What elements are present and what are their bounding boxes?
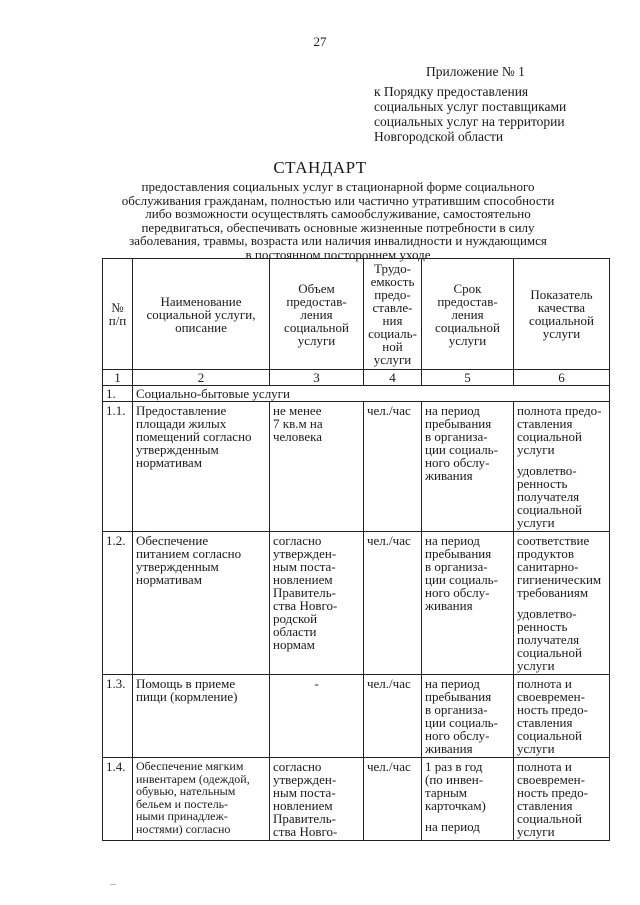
header-quality: Показатель качества социальной услуги	[514, 259, 610, 370]
table-row	[103, 758, 610, 841]
header-service-name: Наименование социальной услуги, описание	[133, 259, 270, 370]
column-number: 2	[133, 370, 270, 386]
service-quality: полнота и своевремен- ность предо- ставления социальной услуги	[514, 675, 610, 758]
column-number: 1	[103, 370, 133, 386]
header-volume: Объем предостав- ления социальной услуги	[270, 259, 364, 370]
column-number-row	[103, 370, 610, 386]
header-labor: Трудо- емкость предо- ставле- ния социаль- ной услуги	[364, 259, 422, 370]
service-term: на период пребывания в организа- ции социаль- ного обслу- живания	[422, 675, 514, 758]
table-row	[103, 532, 610, 675]
service-name: Предоставление площади жилых помещений согласно утвержденным нормативам	[133, 402, 270, 532]
service-quality: полнота и своевремен- ность предо- ставления социальной услуги	[514, 758, 610, 841]
scan-mark	[110, 884, 116, 885]
row-number: 1.1.	[103, 402, 133, 532]
quality-indicator: соответствие продуктов санитарно- гигиеническим требованиям	[517, 533, 602, 600]
service-quality	[514, 402, 610, 532]
service-name: Обеспечение мягким инвентарем (одеждой, обувью, нательным бельем и постель- ными принадлеж- ностями) согласно	[133, 758, 270, 841]
standard-table	[102, 258, 610, 841]
service-quality	[514, 532, 610, 675]
service-term: на период пребывания в организа- ции социаль- ного обслу- живания	[422, 402, 514, 532]
service-volume: -	[270, 675, 364, 758]
section-label: Социально-бытовые услуги	[133, 386, 610, 402]
service-name: Обеспечение питанием согласно утвержденным нормативам	[133, 532, 270, 675]
term-frequency: 1 раз в год (по инвен- тарным карточкам)	[425, 759, 486, 813]
service-term: на период пребывания в организа- ции социаль- ного обслу- живания	[422, 532, 514, 675]
appendix-number: Приложение № 1	[426, 64, 525, 79]
quality-indicator: полнота предо- ставления социальной услуги	[517, 403, 602, 457]
service-term	[422, 758, 514, 841]
column-number: 3	[270, 370, 364, 386]
section-number: 1.	[103, 386, 133, 402]
column-number: 5	[422, 370, 514, 386]
row-number: 1.4.	[103, 758, 133, 841]
service-volume: не менее 7 кв.м на человека	[270, 402, 364, 532]
term-period: на период	[425, 819, 480, 834]
table-row	[103, 675, 610, 758]
service-labor: чел./час	[364, 532, 422, 675]
header-num: № п/п	[103, 259, 133, 370]
service-labor: чел./час	[364, 758, 422, 841]
quality-indicator: удовлетво- ренность получателя социальной услуги	[517, 463, 582, 530]
column-number: 4	[364, 370, 422, 386]
service-name: Помощь в приеме пищи (кормление)	[133, 675, 270, 758]
table-header-row	[103, 259, 610, 370]
row-number: 1.3.	[103, 675, 133, 758]
appendix-block	[374, 64, 614, 144]
service-labor: чел./час	[364, 675, 422, 758]
quality-indicator: удовлетво- ренность получателя социальной услуги	[517, 606, 582, 673]
table-row	[103, 402, 610, 532]
row-number: 1.2.	[103, 532, 133, 675]
header-term: Срок предостав- ления социальной услуги	[422, 259, 514, 370]
document-subtitle: предоставления социальных услуг в стационарной форме социального обслуживания гражданам, полностью или частично утратившим способности либо возможности осуществлять самообслуживание, самостоятельно передвигаться, обеспечивать основные жизненные потребности в силу заболевания, травмы, возраста или наличия инвалидности и нуждающимся в постоянном постороннем уходе	[121, 179, 555, 262]
service-volume: согласно утвержден- ным поста- новлением Правитель- ства Новго-	[270, 758, 364, 841]
service-volume: согласно утвержден- ным поста- новлением Правитель- ства Новго- родской области нормам	[270, 532, 364, 675]
document-title: СТАНДАРТ	[273, 158, 367, 177]
section-row	[103, 386, 610, 402]
appendix-text: к Порядку предоставления социальных услуг поставщиками социальных услуг на территории Новгородской области	[374, 84, 567, 144]
service-labor: чел./час	[364, 402, 422, 532]
column-number: 6	[514, 370, 610, 386]
page-number: 27	[313, 34, 327, 49]
